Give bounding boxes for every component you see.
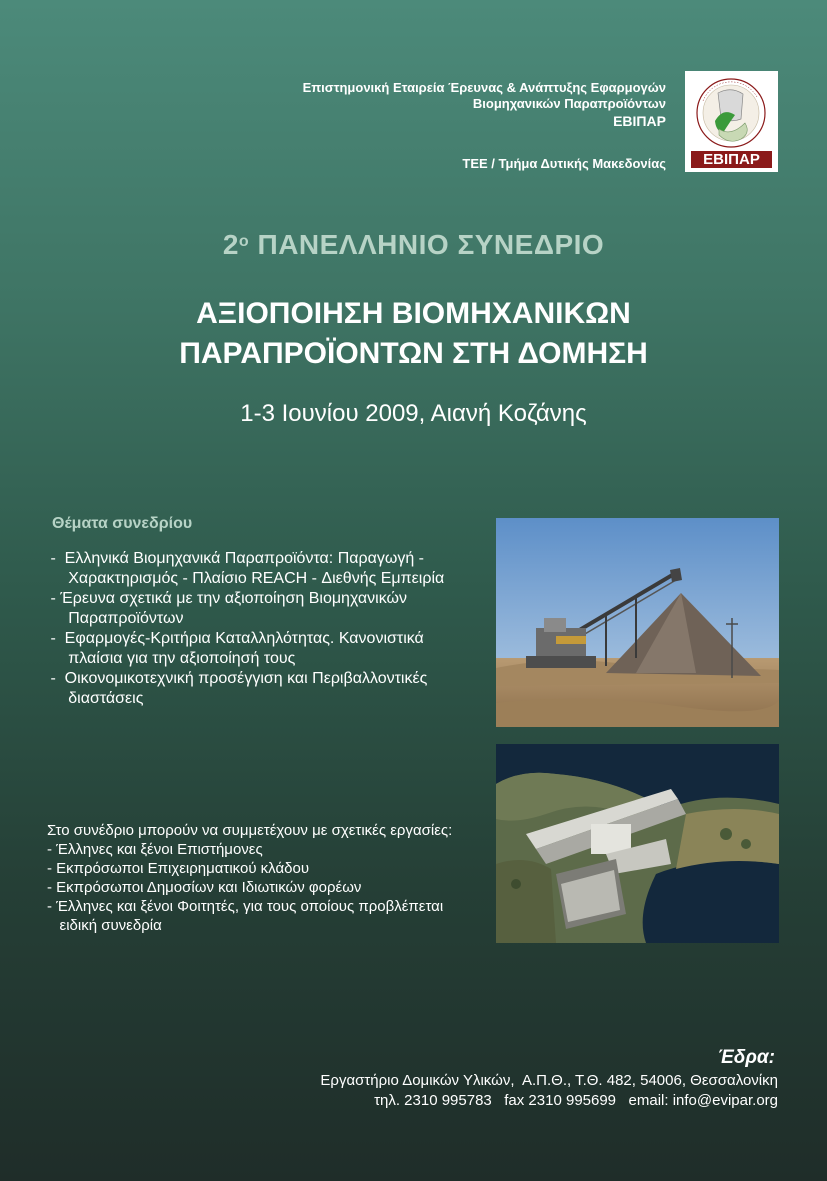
dam-aerial-photo <box>496 744 779 943</box>
headquarters-label: Έδρα: <box>717 1047 775 1068</box>
topic-line: - Έρευνα σχετικά με την αξιοποίηση Βιομηχανικών <box>46 590 408 607</box>
conference-edition <box>0 229 827 261</box>
participants-line: - Εκπρόσωποι Δημοσίων και Ιδιωτικών φορέων <box>47 879 362 896</box>
org-name-line2: Βιομηχανικών Παραπροϊόντων <box>472 96 666 111</box>
contact-line: τηλ. 2310 995783 fax 2310 995699 email: info@evipar.org <box>374 1092 778 1109</box>
participants-line: - Έλληνες και ξένοι Επιστήμονες <box>47 841 263 858</box>
evipar-logo <box>685 71 778 172</box>
tee-department: ΤΕΕ / Τμήμα Δυτικής Μακεδονίας <box>462 156 666 171</box>
org-acronym: ΕΒΙΠΑΡ <box>613 113 666 129</box>
topic-line: - Εφαρμογές-Κριτήρια Καταλληλότητας. Κανονιστικά <box>46 630 424 647</box>
title-line1: ΑΞΙΟΠΟΙΗΣΗ ΒΙΟΜΗΧΑΝΙΚΩΝ <box>196 297 631 330</box>
participants-line: Στο συνέδριο μπορούν να συμμετέχουν με σχετικές εργασίες: <box>47 822 453 839</box>
org-name-line1: Επιστημονική Εταιρεία Έρευνας & Ανάπτυξης Εφαρμογών <box>302 80 666 95</box>
conference-title <box>0 294 827 374</box>
topics-list <box>46 549 486 709</box>
headquarters-address <box>320 1071 778 1111</box>
conference-date-place: 1-3 Ιουνίου 2009, Αιανή Κοζάνης <box>240 400 587 427</box>
participants-line: - Έλληνες και ξένοι Φοιτητές, για τους οποίους προβλέπεται <box>47 898 444 915</box>
logo-emblem-icon <box>685 71 778 172</box>
organization-name <box>303 80 666 129</box>
logo-text: ΕΒΙΠΑΡ <box>703 151 760 168</box>
conference-name: ΠΑΝΕΛΛΗΝΙΟ ΣΥΝΕΔΡΙΟ <box>257 229 605 260</box>
address-line: Εργαστήριο Δομικών Υλικών, Α.Π.Θ., Τ.Θ. 482, 54006, Θεσσαλονίκη <box>320 1072 778 1089</box>
conveyor-stockpile-photo <box>496 518 779 727</box>
topic-line: - Ελληνικά Βιομηχανικά Παραπροϊόντα: Παραγωγή - <box>46 550 425 567</box>
topic-line: Παραπροϊόντων <box>46 610 184 627</box>
participants-list <box>47 821 492 935</box>
participants-line: - Εκπρόσωποι Επιχειρηματικού κλάδου <box>47 860 310 877</box>
topic-line: διαστάσεις <box>46 690 144 707</box>
edition-number: 2 <box>222 229 239 260</box>
topic-line: Χαρακτηρισμός - Πλαίσιο REACH - Διεθνής Εμπειρία <box>46 570 445 587</box>
edition-suffix: ο <box>238 233 250 250</box>
topic-line: πλαίσια για την αξιοποίησή τους <box>46 650 296 667</box>
participants-line: ειδική συνεδρία <box>47 917 162 934</box>
title-line2: ΠΑΡΑΠΡΟΪΟΝΤΩΝ ΣΤΗ ΔΟΜΗΣΗ <box>179 337 648 370</box>
topics-heading: Θέματα συνεδρίου <box>52 515 193 532</box>
topic-line: - Οικονομικοτεχνική προσέγγιση και Περιβαλλοντικές <box>46 670 428 687</box>
